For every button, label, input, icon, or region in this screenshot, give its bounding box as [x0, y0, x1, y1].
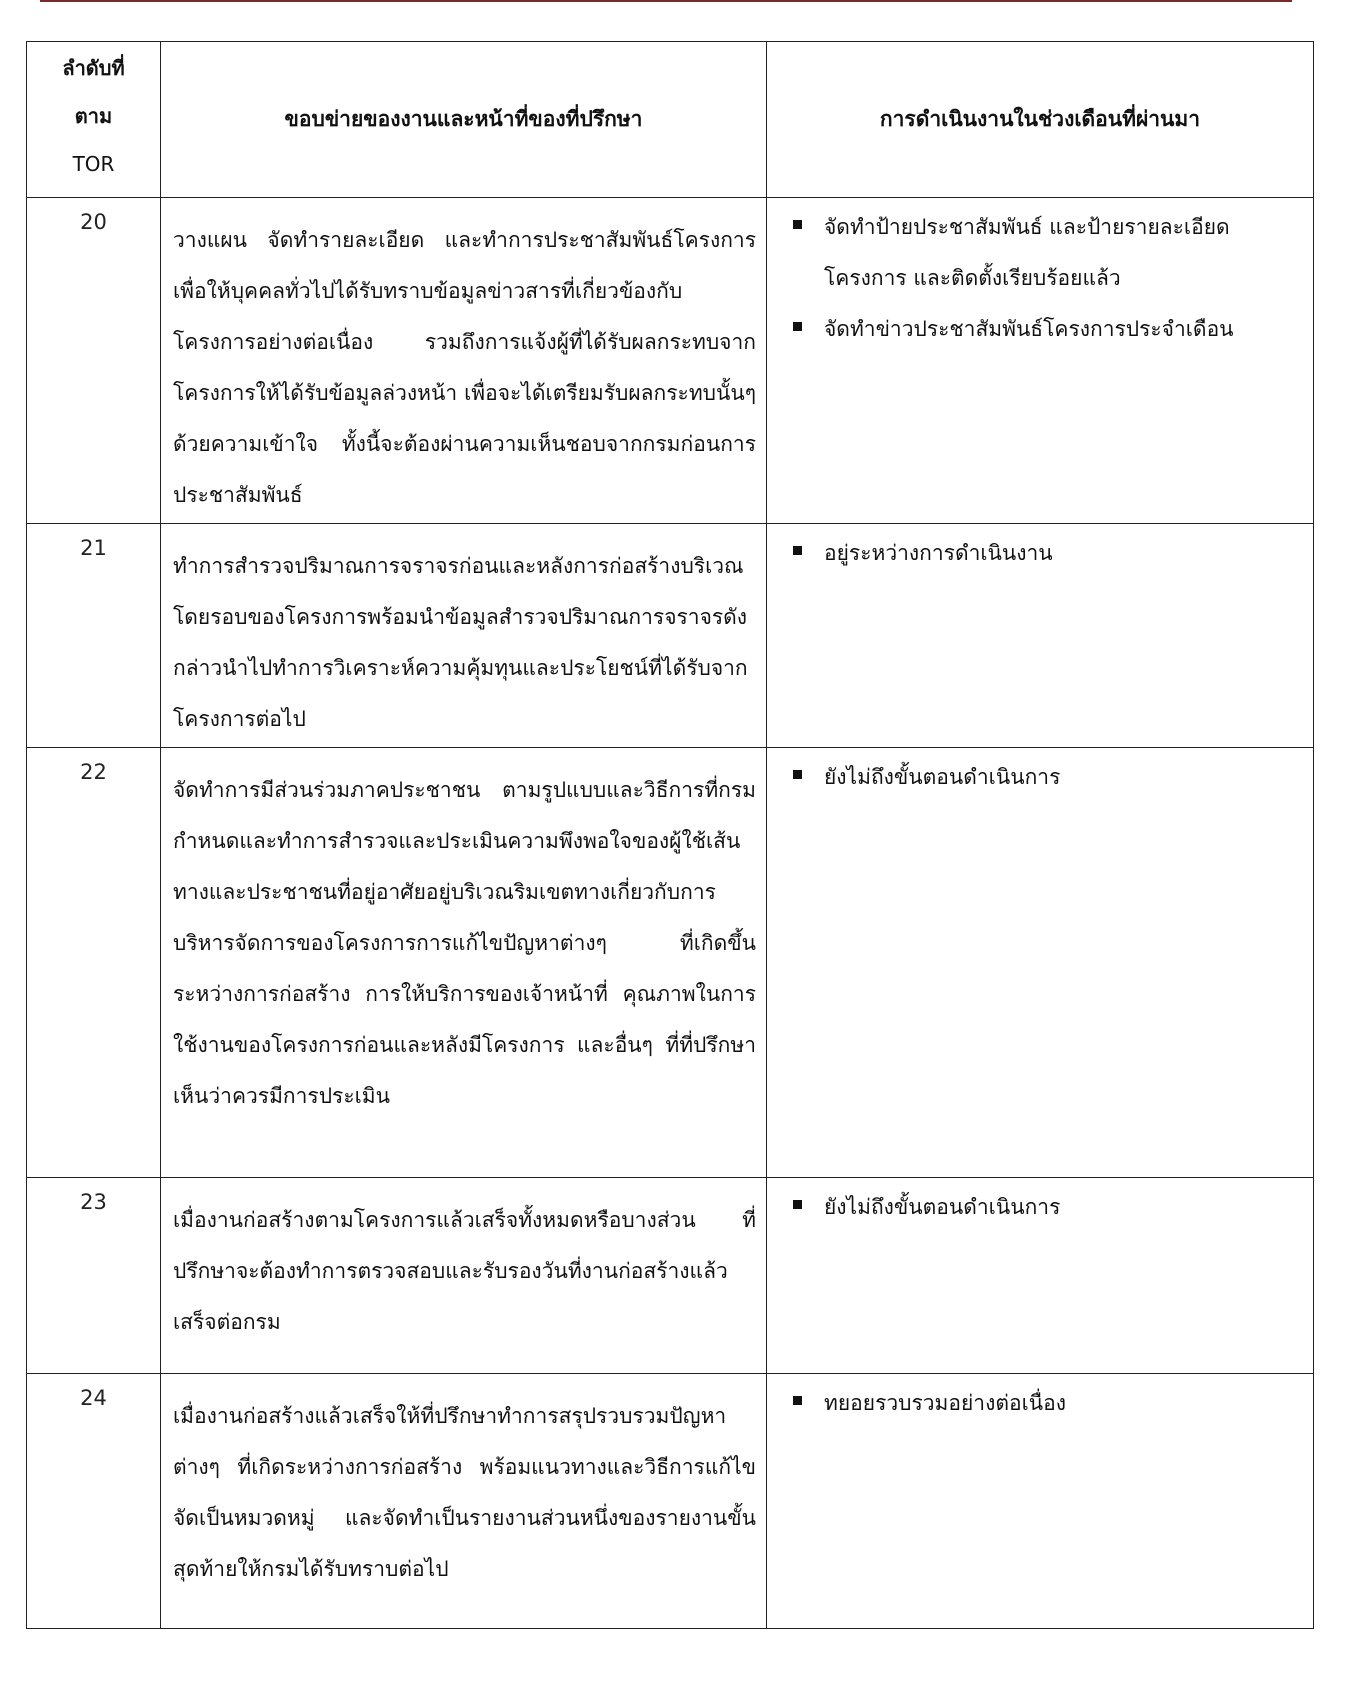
row-number: 22: [27, 748, 161, 1178]
table-row: [27, 1178, 1314, 1374]
row-scope: จัดทำการมีส่วนร่วมภาคประชาชน ตามรูปแบบและวิธีการที่กรมกำหนดและทำการสำรวจและประเมินความพึงพอใจของผู้ใช้เส้นทางและประชาชนที่อยู่อาศัยอยู่บริเวณริมเขตทางเกี่ยวกับการบริหารจัดการของโครงการการแก้ไขปัญหาต่างๆ ที่เกิดขึ้นระหว่างการก่อสร้าง การให้บริการของเจ้าหน้าที่ คุณภาพในการใช้งานของโครงการก่อนและหลังมีโครงการ และอื่นๆ ที่ที่ปรึกษาเห็นว่าควรมีการประเมิน: [161, 748, 767, 1178]
row-scope: ทำการสำรวจปริมาณการจราจรก่อนและหลังการก่อสร้างบริเวณโดยรอบของโครงการพร้อมนำข้อมูลสำรวจปริมาณการจราจรดังกล่าวนำไปทำการวิเคราะห์ความคุ้มทุนและประโยชน์ที่ได้รับจากโครงการต่อไป: [161, 524, 767, 748]
square-bullet-icon: [793, 322, 802, 331]
table-row: [27, 524, 1314, 748]
row-number: 20: [27, 198, 161, 524]
header-tor-number: [27, 42, 161, 198]
list-item: [779, 1378, 1305, 1429]
header-no-line: ตาม: [74, 104, 113, 128]
square-bullet-icon: [793, 220, 802, 229]
row-number: 23: [27, 1178, 161, 1374]
progress-text: อยู่ระหว่างการดำเนินงาน: [824, 541, 1053, 565]
list-item: [779, 752, 1305, 803]
row-scope: เมื่องานก่อสร้างตามโครงการแล้วเสร็จทั้งหมดหรือบางส่วน ที่ปรึกษาจะต้องทำการตรวจสอบและรับรองวันที่งานก่อสร้างแล้วเสร็จต่อกรม: [161, 1178, 767, 1374]
list-item: [779, 528, 1305, 579]
progress-list: [779, 752, 1305, 803]
table-header-row: [27, 42, 1314, 198]
table-row: [27, 748, 1314, 1178]
top-divider: [40, 0, 1292, 2]
progress-text: ทยอยรวบรวมอย่างต่อเนื่อง: [824, 1391, 1066, 1415]
row-number: 21: [27, 524, 161, 748]
table-row: [27, 198, 1314, 524]
progress-text: จัดทำป้ายประชาสัมพันธ์ และป้ายรายละเอียดโครงการ และติดตั้งเรียบร้อยแล้ว: [824, 215, 1230, 290]
table-row: [27, 1374, 1314, 1629]
progress-list: [779, 202, 1305, 355]
square-bullet-icon: [793, 1396, 802, 1405]
header-no-line: ลำดับที่: [62, 56, 125, 80]
row-progress: [767, 198, 1314, 524]
row-number: 24: [27, 1374, 161, 1629]
progress-text: จัดทำข่าวประชาสัมพันธ์โครงการประจำเดือน: [824, 317, 1234, 341]
progress-list: [779, 1182, 1305, 1233]
row-scope: วางแผน จัดทำรายละเอียด และทำการประชาสัมพันธ์โครงการเพื่อให้บุคคลทั่วไปได้รับทราบข้อมูลข่าวสารที่เกี่ยวข้องกับโครงการอย่างต่อเนื่อง รวมถึงการแจ้งผู้ที่ได้รับผลกระทบจากโครงการให้ได้รับข้อมูลล่วงหน้า เพื่อจะได้เตรียมรับผลกระทบนั้นๆ ด้วยความเข้าใจ ทั้งนี้จะต้องผ่านความเห็นชอบจากกรมก่อนการประชาสัมพันธ์: [161, 198, 767, 524]
list-item: [779, 1182, 1305, 1233]
header-progress: การดำเนินงานในช่วงเดือนที่ผ่านมา: [767, 42, 1314, 198]
progress-text: ยังไม่ถึงขั้นตอนดำเนินการ: [824, 765, 1061, 789]
progress-list: [779, 1378, 1305, 1429]
progress-text: ยังไม่ถึงขั้นตอนดำเนินการ: [824, 1195, 1061, 1219]
row-progress: [767, 748, 1314, 1178]
row-progress: [767, 1178, 1314, 1374]
progress-list: [779, 528, 1305, 579]
square-bullet-icon: [793, 1200, 802, 1209]
row-progress: [767, 1374, 1314, 1629]
tor-progress-table: [26, 41, 1314, 1629]
header-no-line: TOR: [72, 152, 115, 176]
square-bullet-icon: [793, 546, 802, 555]
row-progress: [767, 524, 1314, 748]
square-bullet-icon: [793, 770, 802, 779]
header-scope: ขอบข่ายของงานและหน้าที่ของที่ปรึกษา: [161, 42, 767, 198]
list-item: [779, 304, 1305, 355]
list-item: [779, 202, 1305, 304]
row-scope: เมื่องานก่อสร้างแล้วเสร็จให้ที่ปรึกษาทำการสรุปรวบรวมปัญหาต่างๆ ที่เกิดระหว่างการก่อสร้าง พร้อมแนวทางและวิธีการแก้ไขจัดเป็นหมวดหมู่ และจัดทำเป็นรายงานส่วนหนึ่งของรายงานขั้นสุดท้ายให้กรมได้รับทราบต่อไป: [161, 1374, 767, 1629]
